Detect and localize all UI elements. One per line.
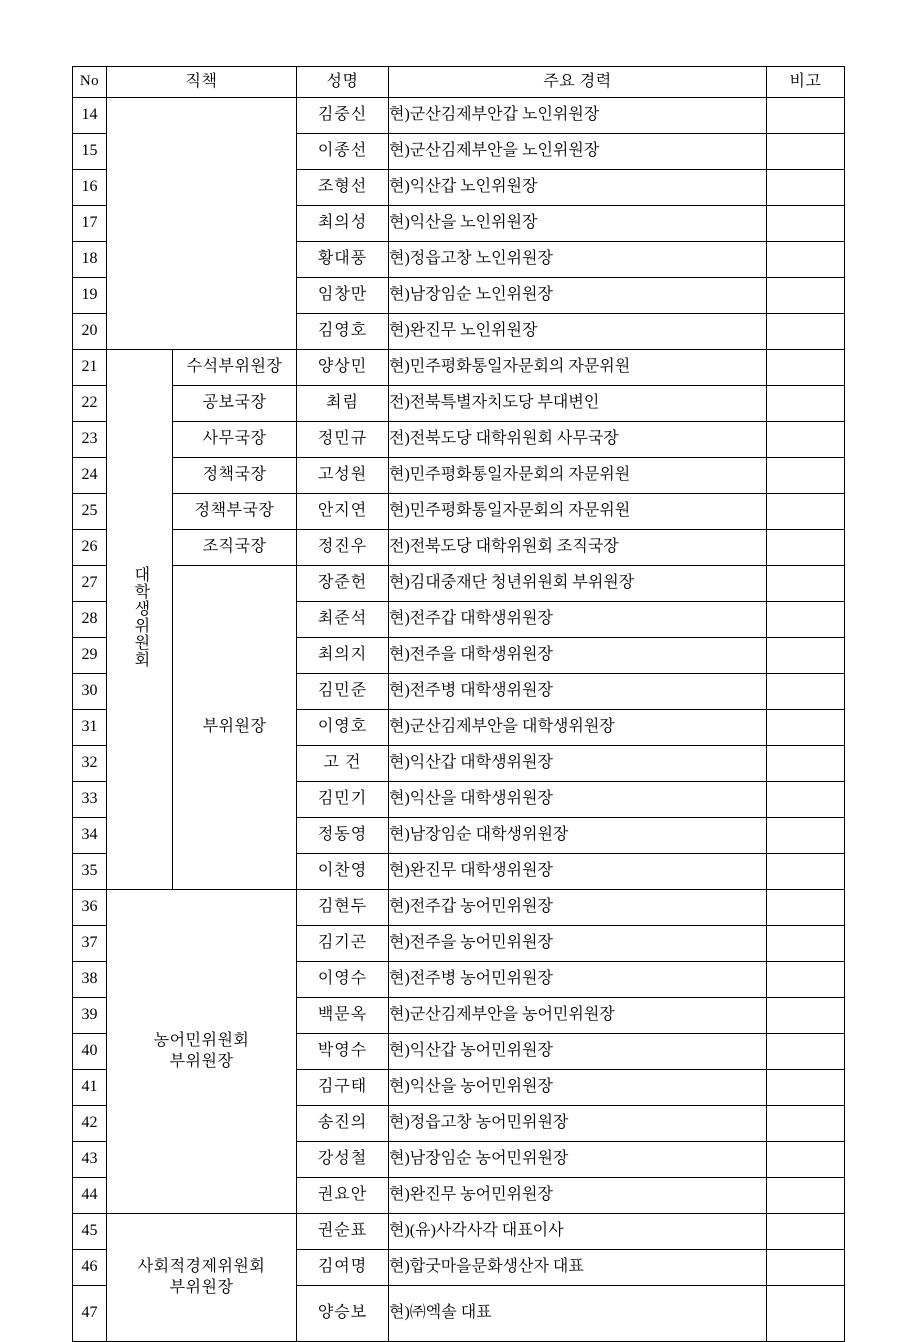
cell-career: 현)김대중재단 청년위원회 부위원장 bbox=[389, 566, 767, 602]
cell-name: 정진우 bbox=[297, 530, 389, 566]
cell-name: 김민기 bbox=[297, 782, 389, 818]
cell-no: 32 bbox=[73, 746, 107, 782]
cell-no: 34 bbox=[73, 818, 107, 854]
role-line-1: 농어민위원회 bbox=[153, 1031, 250, 1049]
cell-note bbox=[767, 494, 845, 530]
cell-name: 김중신 bbox=[297, 98, 389, 134]
cell-name: 양상민 bbox=[297, 350, 389, 386]
header-role: 직책 bbox=[107, 67, 297, 98]
cell-no: 22 bbox=[73, 386, 107, 422]
cell-career: 전)전북특별자치도당 부대변인 bbox=[389, 386, 767, 422]
cell-name: 고 건 bbox=[297, 746, 389, 782]
cell-career: 현)전주을 농어민위원장 bbox=[389, 926, 767, 962]
cell-no: 46 bbox=[73, 1250, 107, 1286]
cell-no: 42 bbox=[73, 1106, 107, 1142]
cell-no: 33 bbox=[73, 782, 107, 818]
cell-career: 현)전주병 대학생위원장 bbox=[389, 674, 767, 710]
cell-career: 현)익산갑 대학생위원장 bbox=[389, 746, 767, 782]
cell-note bbox=[767, 998, 845, 1034]
cell-no: 35 bbox=[73, 854, 107, 890]
cell-no: 38 bbox=[73, 962, 107, 998]
cell-no: 36 bbox=[73, 890, 107, 926]
cell-no: 41 bbox=[73, 1070, 107, 1106]
table-row bbox=[73, 890, 845, 926]
cell-no: 43 bbox=[73, 1142, 107, 1178]
cell-no: 15 bbox=[73, 134, 107, 170]
table-row bbox=[73, 386, 845, 422]
roster-table bbox=[72, 66, 845, 1342]
cell-name: 황대풍 bbox=[297, 242, 389, 278]
cell-name: 장준헌 bbox=[297, 566, 389, 602]
cell-no: 44 bbox=[73, 1178, 107, 1214]
table-row bbox=[73, 350, 845, 386]
table-row bbox=[73, 422, 845, 458]
cell-note bbox=[767, 170, 845, 206]
cell-career: 현)완진무 농어민위원장 bbox=[389, 1178, 767, 1214]
cell-note bbox=[767, 890, 845, 926]
cell-no: 27 bbox=[73, 566, 107, 602]
cell-career: 현)완진무 대학생위원장 bbox=[389, 854, 767, 890]
cell-name: 최림 bbox=[297, 386, 389, 422]
cell-name: 김현두 bbox=[297, 890, 389, 926]
cell-note bbox=[767, 1178, 845, 1214]
cell-career: 현)남장임순 농어민위원장 bbox=[389, 1142, 767, 1178]
cell-career: 현)군산김제부안을 대학생위원장 bbox=[389, 710, 767, 746]
cell-role: 수석부위원장 bbox=[173, 350, 297, 386]
cell-name: 김여명 bbox=[297, 1250, 389, 1286]
cell-name: 권순표 bbox=[297, 1214, 389, 1250]
cell-name: 김민준 bbox=[297, 674, 389, 710]
cell-role: 조직국장 bbox=[173, 530, 297, 566]
cell-role-blank bbox=[107, 98, 297, 350]
cell-name: 송진의 bbox=[297, 1106, 389, 1142]
cell-name: 최의성 bbox=[297, 206, 389, 242]
cell-name: 백문옥 bbox=[297, 998, 389, 1034]
cell-career: 현)익산을 노인위원장 bbox=[389, 206, 767, 242]
cell-career: 현)민주평화통일자문회의 자문위원 bbox=[389, 350, 767, 386]
cell-no: 18 bbox=[73, 242, 107, 278]
cell-note bbox=[767, 710, 845, 746]
table-row bbox=[73, 566, 845, 602]
cell-note bbox=[767, 98, 845, 134]
cell-note bbox=[767, 350, 845, 386]
cell-career: 현)전주갑 농어민위원장 bbox=[389, 890, 767, 926]
cell-note bbox=[767, 1070, 845, 1106]
cell-name: 양승보 bbox=[297, 1286, 389, 1342]
cell-name: 이영수 bbox=[297, 962, 389, 998]
cell-career: 현)정읍고창 농어민위원장 bbox=[389, 1106, 767, 1142]
table-row bbox=[73, 530, 845, 566]
cell-role-farmers bbox=[107, 890, 297, 1214]
header-name: 성명 bbox=[297, 67, 389, 98]
cell-note bbox=[767, 458, 845, 494]
cell-name: 임창만 bbox=[297, 278, 389, 314]
cell-name: 조형선 bbox=[297, 170, 389, 206]
cell-note bbox=[767, 530, 845, 566]
cell-career: 현)남장임순 노인위원장 bbox=[389, 278, 767, 314]
cell-note bbox=[767, 422, 845, 458]
cell-name: 김기곤 bbox=[297, 926, 389, 962]
cell-no: 30 bbox=[73, 674, 107, 710]
cell-name: 이종선 bbox=[297, 134, 389, 170]
cell-note bbox=[767, 386, 845, 422]
table-row bbox=[73, 494, 845, 530]
cell-career: 현)㈜엑솔 대표 bbox=[389, 1286, 767, 1342]
cell-career: 현)민주평화통일자문회의 자문위원 bbox=[389, 458, 767, 494]
cell-career: 현)정읍고창 노인위원장 bbox=[389, 242, 767, 278]
cell-role: 정책국장 bbox=[173, 458, 297, 494]
cell-career: 현)군산김제부안갑 노인위원장 bbox=[389, 98, 767, 134]
header-row bbox=[73, 67, 845, 98]
cell-name: 이찬영 bbox=[297, 854, 389, 890]
cell-no: 17 bbox=[73, 206, 107, 242]
cell-group-univ bbox=[107, 350, 173, 890]
cell-career: 전)전북도당 대학위원회 조직국장 bbox=[389, 530, 767, 566]
cell-name: 김구태 bbox=[297, 1070, 389, 1106]
cell-note bbox=[767, 1106, 845, 1142]
cell-note bbox=[767, 926, 845, 962]
role-line-1: 사회적경제위원회 bbox=[137, 1257, 266, 1275]
cell-career: 현)익산갑 노인위원장 bbox=[389, 170, 767, 206]
cell-note bbox=[767, 1034, 845, 1070]
cell-no: 19 bbox=[73, 278, 107, 314]
cell-note bbox=[767, 134, 845, 170]
cell-name: 안지연 bbox=[297, 494, 389, 530]
role-line-2: 부위원장 bbox=[169, 1278, 234, 1296]
cell-career: 현)(유)사각사각 대표이사 bbox=[389, 1214, 767, 1250]
cell-career: 현)전주갑 대학생위원장 bbox=[389, 602, 767, 638]
cell-name: 고성원 bbox=[297, 458, 389, 494]
header-career: 주요 경력 bbox=[389, 67, 767, 98]
cell-career: 현)군산김제부안을 농어민위원장 bbox=[389, 998, 767, 1034]
cell-note bbox=[767, 206, 845, 242]
cell-career: 현)익산을 농어민위원장 bbox=[389, 1070, 767, 1106]
cell-note bbox=[767, 566, 845, 602]
cell-no: 37 bbox=[73, 926, 107, 962]
cell-no: 28 bbox=[73, 602, 107, 638]
cell-note bbox=[767, 818, 845, 854]
cell-career: 현)전주을 대학생위원장 bbox=[389, 638, 767, 674]
cell-note bbox=[767, 1214, 845, 1250]
cell-no: 29 bbox=[73, 638, 107, 674]
cell-note bbox=[767, 746, 845, 782]
cell-no: 45 bbox=[73, 1214, 107, 1250]
cell-name: 정동영 bbox=[297, 818, 389, 854]
cell-career: 현)남장임순 대학생위원장 bbox=[389, 818, 767, 854]
cell-no: 16 bbox=[73, 170, 107, 206]
header-note: 비고 bbox=[767, 67, 845, 98]
cell-role: 공보국장 bbox=[173, 386, 297, 422]
cell-name: 박영수 bbox=[297, 1034, 389, 1070]
cell-note bbox=[767, 1250, 845, 1286]
cell-no: 31 bbox=[73, 710, 107, 746]
group-label-vertical: 대학생위원회 bbox=[131, 565, 149, 668]
cell-note bbox=[767, 674, 845, 710]
cell-note bbox=[767, 1142, 845, 1178]
cell-career: 현)군산김제부안을 노인위원장 bbox=[389, 134, 767, 170]
table-row bbox=[73, 458, 845, 494]
cell-name: 최의지 bbox=[297, 638, 389, 674]
cell-no: 23 bbox=[73, 422, 107, 458]
cell-career: 현)익산을 대학생위원장 bbox=[389, 782, 767, 818]
cell-no: 47 bbox=[73, 1286, 107, 1342]
cell-career: 전)전북도당 대학위원회 사무국장 bbox=[389, 422, 767, 458]
cell-name: 최준석 bbox=[297, 602, 389, 638]
cell-career: 현)완진무 노인위원장 bbox=[389, 314, 767, 350]
cell-career: 현)합굿마을문화생산자 대표 bbox=[389, 1250, 767, 1286]
header-no: No bbox=[73, 67, 107, 98]
table-body bbox=[73, 98, 845, 1342]
cell-role: 사무국장 bbox=[173, 422, 297, 458]
cell-name: 권요안 bbox=[297, 1178, 389, 1214]
cell-role-social-economy bbox=[107, 1214, 297, 1342]
cell-no: 40 bbox=[73, 1034, 107, 1070]
cell-note bbox=[767, 314, 845, 350]
cell-career: 현)전주병 농어민위원장 bbox=[389, 962, 767, 998]
cell-no: 21 bbox=[73, 350, 107, 386]
cell-note bbox=[767, 638, 845, 674]
cell-name: 이영호 bbox=[297, 710, 389, 746]
cell-note bbox=[767, 962, 845, 998]
cell-name: 강성철 bbox=[297, 1142, 389, 1178]
cell-note bbox=[767, 278, 845, 314]
cell-role-vicechair: 부위원장 bbox=[173, 566, 297, 890]
cell-name: 김영호 bbox=[297, 314, 389, 350]
cell-note bbox=[767, 1286, 845, 1342]
cell-no: 20 bbox=[73, 314, 107, 350]
cell-note bbox=[767, 782, 845, 818]
table-row bbox=[73, 1214, 845, 1250]
cell-no: 26 bbox=[73, 530, 107, 566]
cell-name: 정민규 bbox=[297, 422, 389, 458]
cell-note bbox=[767, 242, 845, 278]
cell-career: 현)민주평화통일자문회의 자문위원 bbox=[389, 494, 767, 530]
table-row bbox=[73, 98, 845, 134]
cell-no: 14 bbox=[73, 98, 107, 134]
cell-note bbox=[767, 602, 845, 638]
cell-note bbox=[767, 854, 845, 890]
cell-role: 정책부국장 bbox=[173, 494, 297, 530]
cell-no: 25 bbox=[73, 494, 107, 530]
table-header bbox=[73, 67, 845, 98]
cell-no: 39 bbox=[73, 998, 107, 1034]
cell-career: 현)익산갑 농어민위원장 bbox=[389, 1034, 767, 1070]
role-line-2: 부위원장 bbox=[169, 1052, 234, 1070]
cell-no: 24 bbox=[73, 458, 107, 494]
